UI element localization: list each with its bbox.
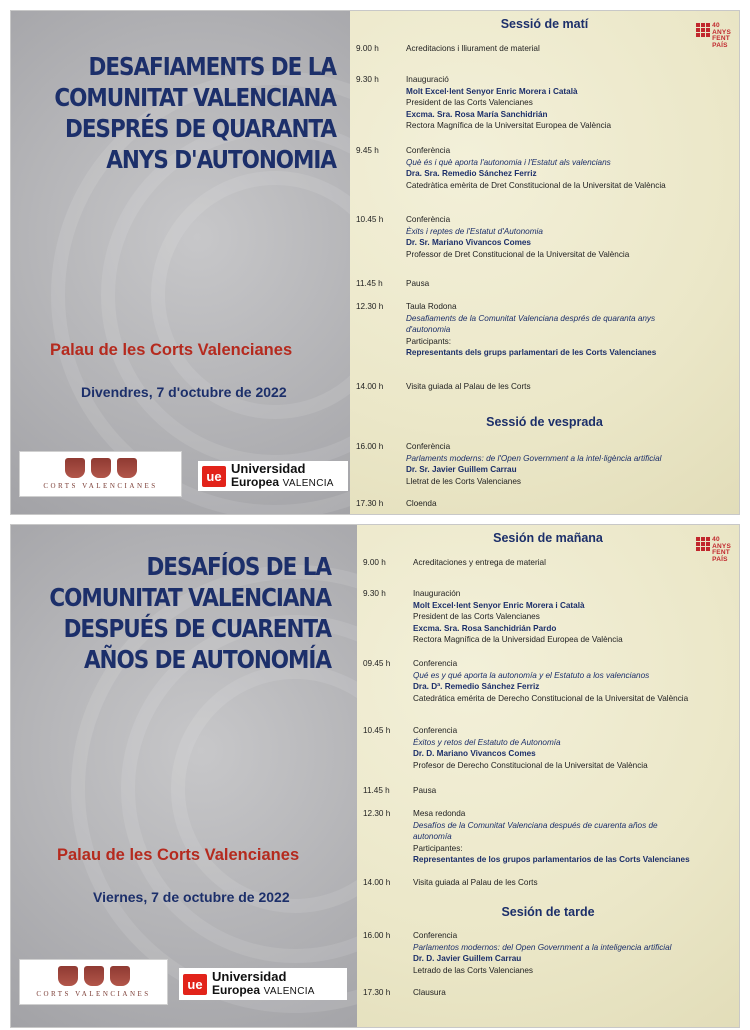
cover-column	[11, 11, 350, 514]
40-anys-badge: 40 ANYS FENT PAÍS	[696, 23, 731, 49]
event-date: Viernes, 7 de octubre de 2022	[93, 889, 290, 905]
event-title: DESAFIAMENTS DE LA COMUNITAT VALENCIANA DESPRÉS DE QUARANTA ANYS D'AUTONOMIA	[54, 52, 337, 174]
cover-column	[11, 525, 357, 1027]
corts-valencianes-logo: CORTS VALENCIANES	[19, 451, 182, 497]
corts-valencianes-logo: CORTS VALENCIANES	[19, 959, 168, 1005]
universidad-europea-logo: ue Universidad Europea VALENCIA	[179, 968, 347, 1000]
venue: Palau de les Corts Valencianes	[50, 341, 293, 359]
poster-valencian	[11, 11, 739, 514]
program-column: 40 ANYS FENT PAÍS Sessió de matí 9.00 h Acreditacions i lliurament de material 9.30 h Inauguració Molt Excel·lent Senyor Enric Morera i Català President de las Corts Valencianes Excma. Sra. Rosa María Sanchidrián Rectora Magnífica de la Universitat Europea de València 9.45 h Conferència Què és i què aporta l'autonomia i l'Estatut als valencians Dra. Sra. Remedio Sánchez Ferriz Catedràtica emèrita de Dret Constitucional de la Universitat de València 10.45 h Conferència Èxits i reptes de l'Estatut d'Autonomia Dr. Sr. Mariano Vivancos Comes Professor de Dret Constitucional de la Universitat de València 11.45 h Pausa 12.30 h Taula Rodona Desafiaments de la Comunitat Valenciana després de quaranta anys d'autonomia Participants: Representants dels grups parlamentari de les Corts Valencianes 14.00 h Visita guiada al Palau de les Corts Sessió de vesprada 16.00 h Conferència Parlaments moderns: de l'Open Government a la intel·ligència artificial Dr. Sr. Javier Guillem Carrau Lletrat de les Corts Valencianes 17.30 h Cloenda	[350, 11, 739, 514]
venue: Palau de les Corts Valencianes	[57, 846, 300, 864]
session-afternoon-heading: Sesión de tarde	[501, 905, 595, 919]
session-afternoon-heading: Sessió de vesprada	[486, 415, 603, 429]
session-morning-heading: Sessió de matí	[500, 17, 589, 31]
event-title: DESAFÍOS DE LA COMUNITAT VALENCIANA DESPUÉS DE CUARENTA AÑOS DE AUTONOMÍA	[49, 552, 332, 674]
poster-spanish	[11, 525, 739, 1027]
program-column: 40 ANYS FENT PAÍS Sesión de mañana 9.00 h Acreditaciones y entrega de material 9.30 h Inauguración Molt Excel·lent Senyor Enric Morera i Català President de las Corts Valencianes Excma. Sra. Rosa Sanchidrián Pardo Rectora Magnífica de la Universidad Europea de València 09.45 h Conferencia Qué es y qué aporta la autonomía y el Estatuto a los valencianos Dra. Dª. Remedio Sánchez Ferriz Catedrática emérita de Derecho Constitucional de la Universitat de València 10.45 h Conferencia Éxitos y retos del Estatuto de Autonomía Dr. D. Mariano Vivancos Comes Profesor de Derecho Constitucional de la Universitat de València 11.45 h Pausa 12.30 h Mesa redonda Desafíos de la Comunitat Valenciana después de cuarenta años de autonomía Participantes: Representantes de los grupos parlamentarios de las Corts Valencianes 14.00 h Visita guiada al Palau de les Corts Sesión de tarde 16.00 h Conferencia Parlamentos modernos: del Open Government a la inteligencia artificial Dr. D. Javier Guillem Carrau Letrado de las Corts Valencianes 17.30 h Clausura	[357, 525, 739, 1027]
universidad-europea-logo: ue Universidad Europea VALENCIA	[198, 461, 348, 491]
40-anys-badge: 40 ANYS FENT PAÍS	[696, 537, 731, 563]
event-date: Divendres, 7 d'octubre de 2022	[81, 384, 287, 400]
session-morning-heading: Sesión de mañana	[493, 531, 603, 545]
